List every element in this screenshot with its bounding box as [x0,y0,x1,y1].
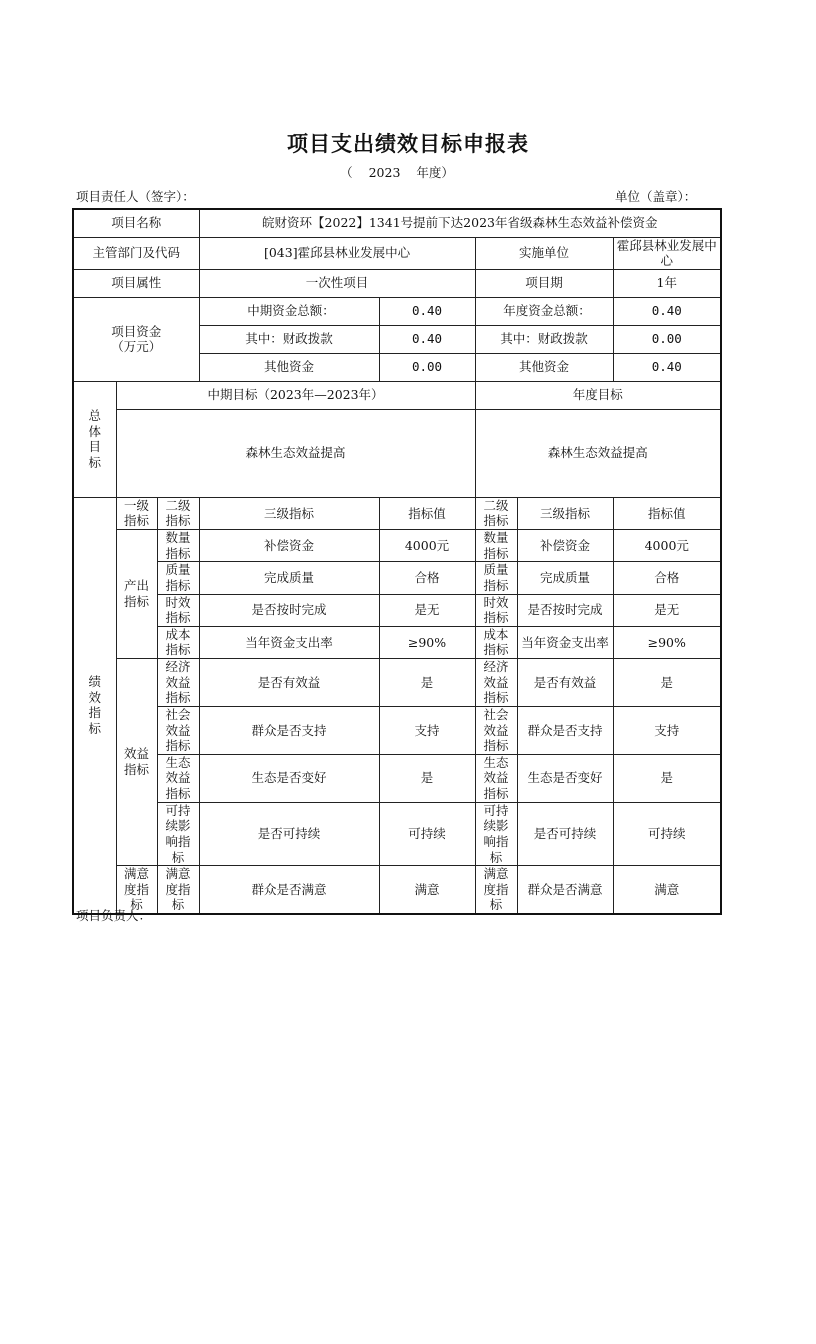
benefit-indicator-label: 效益 指标 [116,659,157,866]
level3-header-right: 三级指标 [517,497,613,529]
level3-cell-right: 是否可持续 [517,802,613,866]
funds-label-line2: （万元） [111,339,162,355]
level3-cell-right: 补偿资金 [517,530,613,562]
level3-cell: 是否可持续 [199,802,379,866]
satisfaction-indicator-label: 满意 度指 标 [116,866,157,914]
project-name-label: 项目名称 [73,209,199,237]
level2-cell-right: 社会 效益 指标 [475,706,517,754]
year-total-value: 0.40 [613,297,721,325]
level2-header-right: 二级 指标 [475,497,517,529]
level2-cell-right: 成本 指标 [475,626,517,658]
level3-cell-right: 当年资金支出率 [517,626,613,658]
value-cell-right: 可持续 [613,802,721,866]
value-header: 指标值 [379,497,475,529]
table-row [73,530,721,562]
value-cell: 是 [379,659,475,707]
value-cell: 4000元 [379,530,475,562]
table-row [73,659,721,707]
level3-cell: 是否按时完成 [199,594,379,626]
value-cell: 合格 [379,562,475,594]
table-row [73,706,721,754]
level3-cell-right: 生态是否变好 [517,754,613,802]
value-cell: 支持 [379,706,475,754]
level2-cell: 质量 指标 [157,562,199,594]
table-row [73,562,721,594]
level3-cell: 补偿资金 [199,530,379,562]
dept-label: 主管部门及代码 [73,237,199,269]
year-prefix: （ [340,165,353,180]
level2-cell: 生态 效益 指标 [157,754,199,802]
page-title: 项目支出绩效目标申报表 [287,131,529,156]
performance-indicator-label: 绩 效 指 标 [73,497,116,914]
period-label: 项目期 [475,269,613,297]
attr-value: 一次性项目 [199,269,475,297]
mid-total-label: 中期资金总额： [199,297,379,325]
dept-value: [043]霍邱县林业发展中心 [199,237,475,269]
level2-cell: 数量 指标 [157,530,199,562]
level2-cell: 时效 指标 [157,594,199,626]
project-leader-label: 项目负责人： [76,908,152,923]
mid-other-value: 0.00 [379,353,475,381]
value-cell: 满意 [379,866,475,914]
funds-label [73,297,199,381]
value-cell-right: 是无 [613,594,721,626]
mid-other-label: 其他资金 [199,353,379,381]
table-row [73,802,721,866]
overall-goal-label: 总 体 目 标 [73,381,116,497]
unit-seal-label: 单位（盖章）： [615,189,697,204]
value-cell: ≥90% [379,626,475,658]
level3-cell: 群众是否满意 [199,866,379,914]
level3-cell: 生态是否变好 [199,754,379,802]
level3-cell-right: 完成质量 [517,562,613,594]
level2-cell-right: 时效 指标 [475,594,517,626]
level3-cell-right: 群众是否支持 [517,706,613,754]
level2-cell: 成本 指标 [157,626,199,658]
level2-cell-right: 可持 续影 响指 标 [475,802,517,866]
level2-cell-right: 满意 度指 标 [475,866,517,914]
table-row [73,626,721,658]
output-indicator-label: 产出 指标 [116,530,157,659]
attr-label: 项目属性 [73,269,199,297]
value-cell-right: 4000元 [613,530,721,562]
level3-cell-right: 是否按时完成 [517,594,613,626]
year-fiscal-label: 其中：财政拨款 [475,325,613,353]
value-cell-right: 支持 [613,706,721,754]
year-total-label: 年度资金总额： [475,297,613,325]
mid-goal-text: 森林生态效益提高 [116,409,475,497]
level3-cell: 群众是否支持 [199,706,379,754]
level3-cell-right: 群众是否满意 [517,866,613,914]
level2-cell-right: 经济 效益 指标 [475,659,517,707]
mid-goal-header: 中期目标（2023年—2023年） [116,381,475,409]
table-row [73,754,721,802]
mid-total-value: 0.40 [379,297,475,325]
year-fiscal-value: 0.00 [613,325,721,353]
funds-label-line1: 项目资金 [111,323,162,339]
level3-cell: 当年资金支出率 [199,626,379,658]
value-cell-right: 是 [613,659,721,707]
value-cell-right: ≥90% [613,626,721,658]
year-other-value: 0.40 [613,353,721,381]
level2-cell: 可持 续影 响指 标 [157,802,199,866]
value-cell-right: 满意 [613,866,721,914]
value-header-right: 指标值 [613,497,721,529]
level3-cell: 是否有效益 [199,659,379,707]
impl-unit-value: 霍邱县林业发展中心 [613,237,721,269]
value-cell-right: 是 [613,754,721,802]
level2-cell-right: 数量 指标 [475,530,517,562]
level3-cell-right: 是否有效益 [517,659,613,707]
level2-cell: 经济 效益 指标 [157,659,199,707]
year-goal-text: 森林生态效益提高 [475,409,721,497]
value-cell-right: 合格 [613,562,721,594]
value-cell: 是无 [379,594,475,626]
year-suffix: 年度） [416,165,454,180]
mid-fiscal-label: 其中：财政拨款 [199,325,379,353]
value-cell: 可持续 [379,802,475,866]
level1-header: 一级 指标 [116,497,157,529]
level2-cell: 社会 效益 指标 [157,706,199,754]
performance-goal-table [72,208,722,915]
responsible-signature-label: 项目责任人（签字）： [76,189,195,204]
year-other-label: 其他资金 [475,353,613,381]
level2-header: 二级 指标 [157,497,199,529]
level3-cell: 完成质量 [199,562,379,594]
value-cell: 是 [379,754,475,802]
mid-fiscal-value: 0.40 [379,325,475,353]
impl-unit-label: 实施单位 [475,237,613,269]
year-value: 2023 [368,165,401,180]
year-goal-header: 年度目标 [475,381,721,409]
project-name-value: 皖财资环【2022】1341号提前下达2023年省级森林生态效益补偿资金 [199,209,721,237]
period-value: 1年 [613,269,721,297]
level2-cell: 满意 度指 标 [157,866,199,914]
table-row [73,866,721,914]
table-row [73,594,721,626]
level3-header: 三级指标 [199,497,379,529]
level2-cell-right: 质量 指标 [475,562,517,594]
level2-cell-right: 生态 效益 指标 [475,754,517,802]
year-line [0,163,794,181]
